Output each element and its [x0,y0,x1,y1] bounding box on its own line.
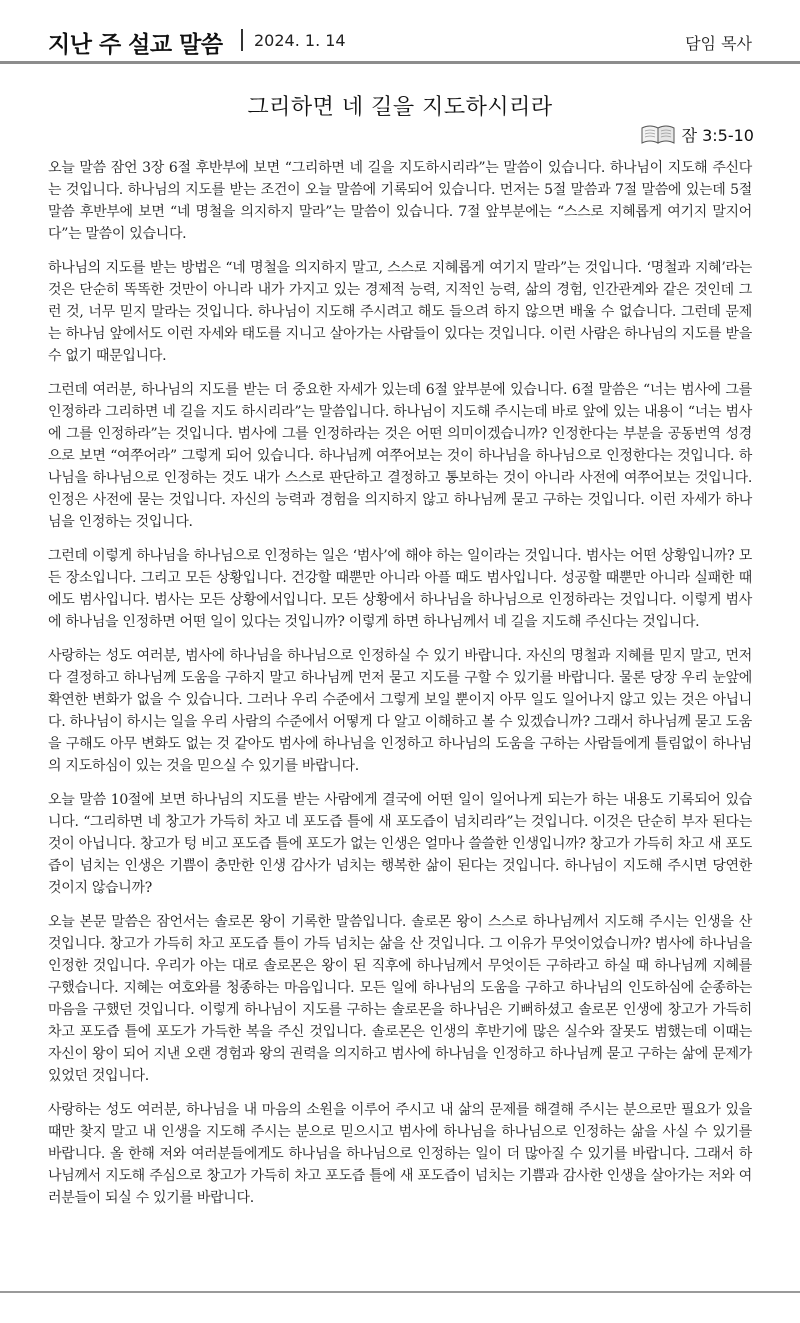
sermon-title: 그리하면 네 길을 지도하시리라 [247,95,553,120]
page-header [0,0,800,62]
sermon-paragraph: 오늘 말씀 잠언 3장 6절 후반부에 보면 “그리하면 네 길을 지도하시리라”는 말씀이 있습니다. 하나님이 지도해 주신다는 것입니다. 하나님의 지도를 받는 조건이 오늘 말씀에 기록되어 있습니다. 먼저는 5절 말씀과 7절 말씀에 있는데 5절 말씀 후반부에 보면 “네 명철을 의지하지 말라”는 말씀이 있습니다. 7절 앞부분에는 “스스로 지혜롭게 여기지 말지어다”는 말씀이 있습니다. [48,160,752,242]
sermon-body [48,157,752,1221]
sermon-paragraph: 사랑하는 성도 여러분, 하나님을 내 마음의 소원을 이루어 주시고 내 삶의 문제를 해결해 주시는 분으로만 필요가 있을 때만 찾지 말고 내 인생을 지도해 주시는 분으로 믿으시고 범사에 하나님을 하나님으로 인정하는 삶을 사실 수 있기를 바랍니다. 올 한해 저와 여러분들에게도 하나님을 하나님으로 인정하는 일이 더 많아질 수 있기를 바랍니다. 그래서 하나님께서 지도해 주심으로 창고가 가득히 차고 포도즙 틀에 새 포도즙이 넘치는 기쁨과 감사한 인생을 살아가는 저와 여러분들이 되실 수 있기를 바랍니다. [48,1102,752,1206]
sermon-paragraph: 그런데 이렇게 하나님을 하나님으로 인정하는 일은 ‘범사’에 해야 하는 일이라는 것입니다. 범사는 어떤 상황입니까? 모든 장소입니다. 그리고 모든 상황입니다. 건강할 때뿐만 아니라 아플 때도 범사입니다. 성공할 때뿐만 아니라 실패한 때에도 범사입니다. 범사는 모든 상황에서입니다. 모든 상황에서 하나님을 하나님으로 인정하라는 것입니다. 이렇게 범사에 하나님을 인정하면 어떤 일이 있다는 것입니까? 이렇게 하면 하나님께서 네 길을 지도해 주신다는 것입니다. [48,548,752,630]
header-divider [0,61,800,64]
sermon-paragraph: 오늘 본문 말씀은 잠언서는 솔로몬 왕이 기록한 말씀입니다. 솔로몬 왕이 스스로 하나님께서 지도해 주시는 인생을 산 것입니다. 창고가 가득히 차고 포도즙 틀이 가득 넘치는 삶을 산 것입니다. 그 이유가 무엇이었습니까? 범사에 하나님을 인정한 것입니다. 우리가 아는 대로 솔로몬은 왕이 된 직후에 하나님께서 무엇이든 구하라고 하실 때 하나님께 지혜를 구했습니다. 지혜는 여호와를 청종하는 마음입니다. 모든 일에 하나님의 도움을 구하고 하나님의 인도하심에 순종하는 마음을 구했던 것입니다. 이렇게 하나님이 지도를 구하는 솔로몬을 하나님은 기뻐하셨고 솔로몬 인생에 창고가 가득히 차고 포도즙 틀에 포도가 가득한 복을 주신 것입니다. 솔로몬은 인생의 후반기에 많은 실수와 잘못도 범했는데 이때는 자신이 왕이 되어 지낸 오랜 경험과 왕의 권력을 의지하고 범사에 하나님을 인정하고 하나님께 묻고 구하는 삶에 문제가 있었던 것입니다. [48,914,752,1084]
sermon-paragraph: 그런데 여러분, 하나님의 지도를 받는 더 중요한 자세가 있는데 6절 앞부분에 있습니다. 6절 말씀은 “너는 범사에 그를 인정하라 그리하면 네 길을 지도 하시리라”는 말씀입니다. 하나님이 지도해 주시는데 바로 앞에 있는 내용이 “너는 범사에 그를 인정하라”는 것입니다. 범사에 그를 인정하라는 것은 어떤 의미이겠습니까? 인정한다는 부분을 공동번역 성경으로 보면 “여쭈어라” 그렇게 되어 있습니다. 하나님께 여쭈어보는 것이 하나님을 하나님으로 인정한다는 것입니다. 하나님을 하나님으로 인정하는 것도 내가 스스로 판단하고 결정하고 통보하는 것이 아니라 사전에 여쭈어보는 것입니다. 인정은 사전에 묻는 것입니다. 자신의 능력과 경험을 의지하지 않고 하나님께 묻고 구하는 것입니다. 이런 자세가 하나님을 인정하는 것입니다. [48,382,752,530]
header-separator [241,29,243,51]
open-book-icon [640,123,676,145]
sermon-paragraph: 하나님의 지도를 받는 방법은 “네 명철을 의지하지 말고, 스스로 지혜롭게 여기지 말라”는 것입니다. ‘명철과 지혜’라는 것은 단순히 똑똑한 것만이 아니라 내가 가지고 있는 경제적 능력, 지적인 능력, 삶의 경험, 인간관계와 같은 것인데 그런 것, 너무 믿지 말라는 것입니다. 하나님이 지도해 주시려고 해도 들으려 하지 않으면 배울 수 없습니다. 그런데 문제는 하나님 앞에서도 이런 자세와 태도를 지니고 살아가는 사람들이 있다는 것입니다. 이런 사람은 하나님의 지도를 받을 수 없기 때문입니다. [48,260,752,364]
section-title: 지난 주 설교 말씀 [48,32,223,58]
sermon-paragraph: 사랑하는 성도 여러분, 범사에 하나님을 하나님으로 인정하실 수 있기 바랍니다. 자신의 명철과 지혜를 믿지 말고, 먼저 다 결정하고 하나님께 도움을 구하지 말고 하나님께 먼저 묻고 지도를 구할 수 있기를 바랍니다. 물론 당장 우리 눈앞에 확연한 변화가 없을 수 있습니다. 그러나 우리 수준에서 그렇게 보일 뿐이지 아무 일도 일어나지 않고 있는 것은 아닙니다. 하나님이 하시는 일을 우리 사람의 수준에서 어떻게 다 알고 이해하고 볼 수 있겠습니까? 그래서 하나님께 묻고 도움을 구해도 아무 변화도 없는 것 같아도 범사에 하나님을 인정하고 하나님의 도움을 구하는 사람들에게 틀림없이 하나님의 지도하심이 있는 것을 믿으실 수 있기를 바랍니다. [48,648,752,774]
footer-divider [0,1291,800,1293]
sermon-paragraph: 오늘 말씀 10절에 보면 하나님의 지도를 받는 사람에게 결국에 어떤 일이 일어나게 되는가 하는 내용도 기록되어 있습니다. “그리하면 네 창고가 가득히 차고 네 포도즙 틀에 새 포도즙이 넘치리라”는 것입니다. 이것은 단순히 부자 된다는 것이 아닙니다. 창고가 텅 비고 포도즙 틀에 포도가 없는 인생은 얼마나 쓸쓸한 인생입니까? 창고가 가득히 차고 새 포도즙이 넘치는 인생은 기쁨이 충만한 인생 감사가 넘치는 행복한 삶이 된다는 것입니다. 하나님이 지도해 주시면 당연한 것이지 않습니까? [48,792,752,896]
sermon-date: 2024. 1. 14 [254,31,346,50]
scripture-text: 잠 3:5-10 [681,125,754,145]
scripture-reference [640,122,754,146]
author-label: 담임 목사 [685,34,752,53]
